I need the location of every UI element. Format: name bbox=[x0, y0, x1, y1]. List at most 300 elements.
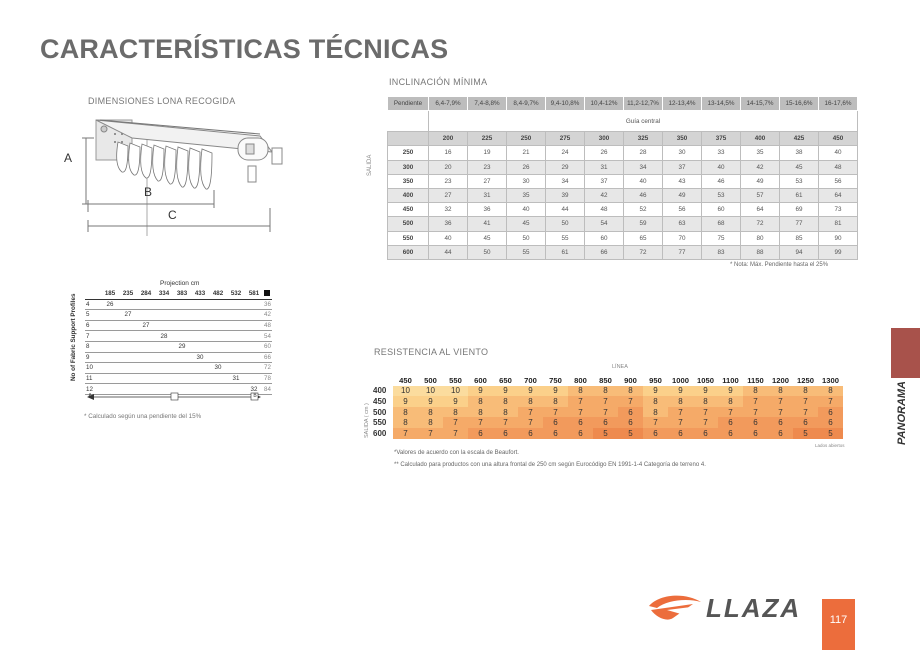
table-row bbox=[85, 363, 272, 374]
value-cell: 72 bbox=[624, 245, 663, 259]
projection-column: 482 bbox=[209, 289, 227, 299]
value-cell: 73 bbox=[819, 203, 858, 217]
value-cell: 19 bbox=[468, 146, 507, 160]
value-cell: 45 bbox=[468, 231, 507, 245]
beaufort-cell: 7 bbox=[568, 396, 593, 407]
value-cell: 65 bbox=[624, 231, 663, 245]
projection-value: 32 bbox=[245, 384, 263, 395]
linea-cell: 500 bbox=[424, 375, 437, 385]
value-cell: 77 bbox=[663, 245, 702, 259]
value-cell: 40 bbox=[819, 146, 858, 160]
linea-cell: 275 bbox=[546, 132, 585, 146]
beaufort-cell: 7 bbox=[643, 417, 668, 428]
linea-cell: 200 bbox=[429, 132, 468, 146]
beaufort-cell: 8 bbox=[418, 407, 443, 418]
value-cell: 42 bbox=[741, 160, 780, 174]
value-cell: 63 bbox=[663, 217, 702, 231]
value-cell: 40 bbox=[429, 231, 468, 245]
linea-cell: 1250 bbox=[797, 375, 814, 385]
beaufort-cell: 6 bbox=[593, 417, 618, 428]
value-cell: 61 bbox=[546, 245, 585, 259]
beaufort-cell: 10 bbox=[418, 386, 443, 397]
value-cell: 32 bbox=[429, 203, 468, 217]
projection-table bbox=[85, 289, 272, 395]
table-row bbox=[388, 203, 858, 217]
beaufort-cell: 6 bbox=[543, 428, 568, 439]
beaufort-cell: 9 bbox=[543, 386, 568, 397]
beaufort-cell: 8 bbox=[568, 386, 593, 397]
projection-end: 66 bbox=[264, 353, 271, 361]
beaufort-cell: 8 bbox=[743, 386, 768, 397]
beaufort-cell: 6 bbox=[668, 428, 693, 439]
linea-cell: 225 bbox=[468, 132, 507, 146]
linea-cell: 850 bbox=[599, 375, 612, 385]
value-cell: 34 bbox=[624, 160, 663, 174]
salida-cell: 450 bbox=[373, 396, 387, 406]
beaufort-cell: 7 bbox=[543, 407, 568, 418]
beaufort-cell: 8 bbox=[668, 396, 693, 407]
value-cell: 94 bbox=[780, 245, 819, 259]
beaufort-cell: 8 bbox=[468, 407, 493, 418]
value-cell: 23 bbox=[429, 174, 468, 188]
beaufort-cell: 6 bbox=[468, 428, 493, 439]
beaufort-cell: 7 bbox=[518, 407, 543, 418]
value-cell: 31 bbox=[468, 188, 507, 202]
value-cell: 85 bbox=[780, 231, 819, 245]
linea-cell: 1000 bbox=[672, 375, 689, 385]
beaufort-cell: 6 bbox=[518, 428, 543, 439]
linea-cell: 1150 bbox=[747, 375, 764, 385]
value-cell: 48 bbox=[585, 203, 624, 217]
corner-cell bbox=[370, 375, 393, 386]
pendiente-cell: 12-13,4% bbox=[663, 97, 702, 111]
beaufort-cell: 6 bbox=[568, 428, 593, 439]
beaufort-cell: 10 bbox=[443, 386, 468, 397]
marker-a: A bbox=[88, 393, 92, 399]
value-cell: 50 bbox=[468, 245, 507, 259]
beaufort-cell: 6 bbox=[493, 428, 518, 439]
dimension-b-label: B bbox=[144, 185, 153, 199]
value-cell: 30 bbox=[507, 174, 546, 188]
value-cell: 35 bbox=[741, 146, 780, 160]
beaufort-cell: 7 bbox=[693, 407, 718, 418]
value-cell: 55 bbox=[546, 231, 585, 245]
pendiente-cell: 16-17,6% bbox=[819, 97, 858, 111]
beaufort-cell: 8 bbox=[618, 386, 643, 397]
beaufort-cell: 5 bbox=[793, 428, 818, 439]
value-cell: 41 bbox=[468, 217, 507, 231]
table-row bbox=[85, 320, 272, 331]
beaufort-cell: 8 bbox=[468, 396, 493, 407]
value-cell: 45 bbox=[780, 160, 819, 174]
linea-cell: 1200 bbox=[772, 375, 789, 385]
beaufort-cell: 7 bbox=[443, 428, 468, 439]
beaufort-cell: 7 bbox=[593, 396, 618, 407]
corner-cell bbox=[85, 289, 101, 299]
page-title: CARACTERÍSTICAS TÉCNICAS bbox=[40, 34, 449, 64]
beaufort-cell: 7 bbox=[693, 417, 718, 428]
linea-cell: 650 bbox=[499, 375, 512, 385]
value-cell: 50 bbox=[546, 217, 585, 231]
beaufort-cell: 8 bbox=[818, 386, 843, 397]
dimension-c-label: C bbox=[168, 208, 177, 222]
linea-cell: 350 bbox=[663, 132, 702, 146]
projection-end: 54 bbox=[264, 332, 271, 340]
beaufort-cell: 7 bbox=[493, 417, 518, 428]
projection-column: 185 bbox=[101, 289, 119, 299]
beaufort-cell: 6 bbox=[743, 417, 768, 428]
pendiente-cell: 11,2-12,7% bbox=[624, 97, 663, 111]
value-cell: 31 bbox=[585, 160, 624, 174]
beaufort-cell: 6 bbox=[718, 428, 743, 439]
salida-cell: 550 bbox=[373, 418, 387, 428]
beaufort-cell: 8 bbox=[793, 386, 818, 397]
beaufort-cell: 8 bbox=[443, 407, 468, 418]
beaufort-cell: 6 bbox=[618, 407, 643, 418]
linea-cell: 700 bbox=[524, 375, 537, 385]
value-cell: 16 bbox=[429, 146, 468, 160]
beaufort-cell: 7 bbox=[568, 407, 593, 418]
beaufort-cell: 8 bbox=[393, 417, 418, 428]
value-cell: 27 bbox=[468, 174, 507, 188]
linea-cell: 375 bbox=[702, 132, 741, 146]
value-cell: 53 bbox=[780, 174, 819, 188]
beaufort-cell: 7 bbox=[618, 396, 643, 407]
beaufort-cell: 7 bbox=[793, 407, 818, 418]
beaufort-cell: 9 bbox=[643, 386, 668, 397]
table-row bbox=[85, 341, 272, 352]
table-row bbox=[85, 299, 272, 310]
beaufort-cell: 8 bbox=[593, 386, 618, 397]
beaufort-cell: 7 bbox=[793, 396, 818, 407]
salida-cell: 350 bbox=[388, 174, 429, 188]
beaufort-cell: 8 bbox=[418, 417, 443, 428]
viento-nota-1: *Valores de acuerdo con la escala de Beaufort. bbox=[394, 450, 519, 456]
inclinacion-heading: INCLINACIÓN MÍNIMA bbox=[389, 77, 488, 87]
profiles-cell: 11 bbox=[85, 373, 101, 384]
beaufort-cell: 7 bbox=[593, 407, 618, 418]
profiles-cell: 10 bbox=[85, 363, 101, 374]
beaufort-cell: 9 bbox=[468, 386, 493, 397]
beaufort-cell: 10 bbox=[393, 386, 418, 397]
lados-label: Lados abiertos bbox=[815, 443, 845, 448]
value-cell: 54 bbox=[585, 217, 624, 231]
brand-name: LLAZA bbox=[706, 593, 802, 623]
value-cell: 55 bbox=[507, 245, 546, 259]
value-cell: 44 bbox=[546, 203, 585, 217]
side-label: PANORAMA bbox=[896, 381, 908, 445]
value-cell: 39 bbox=[546, 188, 585, 202]
value-cell: 37 bbox=[663, 160, 702, 174]
projection-column: 284 bbox=[137, 289, 155, 299]
projection-nota: * Calculado según una pendiente del 15% bbox=[84, 413, 202, 420]
beaufort-cell: 8 bbox=[643, 396, 668, 407]
table-row bbox=[85, 310, 272, 321]
llaza-logo-icon bbox=[645, 592, 705, 624]
pendiente-cell: 10,4-12% bbox=[585, 97, 624, 111]
pendiente-cell: 15-16,6% bbox=[780, 97, 819, 111]
beaufort-cell: 6 bbox=[543, 417, 568, 428]
beaufort-cell: 8 bbox=[643, 407, 668, 418]
value-cell: 49 bbox=[741, 174, 780, 188]
value-cell: 59 bbox=[624, 217, 663, 231]
table-row bbox=[388, 188, 858, 202]
value-cell: 61 bbox=[780, 188, 819, 202]
inclinacion-table bbox=[387, 96, 858, 260]
beaufort-cell: 9 bbox=[518, 386, 543, 397]
pendiente-label: Pendiente bbox=[388, 97, 429, 111]
table-row bbox=[388, 146, 858, 160]
beaufort-cell: 6 bbox=[793, 417, 818, 428]
salida-cell: 300 bbox=[388, 160, 429, 174]
table-row bbox=[370, 428, 843, 439]
beaufort-cell: 8 bbox=[493, 396, 518, 407]
pendiente-cell: 8,4-9,7% bbox=[507, 97, 546, 111]
beaufort-cell: 7 bbox=[518, 417, 543, 428]
dimension-a-label: A bbox=[64, 151, 73, 165]
value-cell: 90 bbox=[819, 231, 858, 245]
inclinacion-nota: * Nota: Máx. Pendiente hasta el 25% bbox=[730, 262, 829, 268]
pendiente-cell: 9,4-10,8% bbox=[546, 97, 585, 111]
pendiente-row bbox=[388, 97, 858, 111]
linea-cell: 325 bbox=[624, 132, 663, 146]
linea-label: LÍNEA bbox=[612, 364, 628, 370]
beaufort-cell: 6 bbox=[618, 417, 643, 428]
projection-end: 72 bbox=[264, 364, 271, 372]
table-row bbox=[85, 373, 272, 384]
linea-cell: 250 bbox=[507, 132, 546, 146]
viento-nota-2: ** Calculado para productos con una altura frontal de 250 cm según Eurocódigo EN 1991-1-4 Categoría de terreno 4. bbox=[394, 462, 706, 468]
table-row bbox=[388, 245, 858, 259]
value-cell: 49 bbox=[663, 188, 702, 202]
linea-cell: 400 bbox=[741, 132, 780, 146]
value-cell: 35 bbox=[507, 188, 546, 202]
beaufort-cell: 6 bbox=[693, 428, 718, 439]
salida-cell: 500 bbox=[373, 407, 387, 417]
table-row bbox=[85, 352, 272, 363]
value-cell: 60 bbox=[702, 203, 741, 217]
value-cell: 33 bbox=[702, 146, 741, 160]
beaufort-cell: 7 bbox=[418, 428, 443, 439]
projection-end: 48 bbox=[264, 322, 271, 330]
beaufort-cell: 5 bbox=[618, 428, 643, 439]
value-cell: 26 bbox=[507, 160, 546, 174]
value-cell: 20 bbox=[429, 160, 468, 174]
value-cell: 46 bbox=[702, 174, 741, 188]
viento-heading: RESISTENCIA AL VIENTO bbox=[374, 347, 489, 357]
salida-cell: 550 bbox=[388, 231, 429, 245]
value-cell: 56 bbox=[663, 203, 702, 217]
viento-header-row bbox=[370, 375, 843, 386]
beaufort-cell: 8 bbox=[718, 396, 743, 407]
table-row bbox=[85, 331, 272, 342]
value-cell: 64 bbox=[741, 203, 780, 217]
side-tab bbox=[891, 328, 920, 378]
beaufort-cell: 7 bbox=[743, 407, 768, 418]
beaufort-cell: 9 bbox=[668, 386, 693, 397]
value-cell: 28 bbox=[624, 146, 663, 160]
linea-cell: 750 bbox=[549, 375, 562, 385]
projection-value: 30 bbox=[191, 352, 209, 363]
beaufort-cell: 6 bbox=[818, 417, 843, 428]
salida-cell: 450 bbox=[388, 203, 429, 217]
beaufort-cell: 6 bbox=[743, 428, 768, 439]
value-cell: 53 bbox=[702, 188, 741, 202]
projection-scale bbox=[85, 392, 265, 402]
table-row bbox=[388, 174, 858, 188]
value-cell: 50 bbox=[507, 231, 546, 245]
value-cell: 70 bbox=[663, 231, 702, 245]
value-cell: 66 bbox=[585, 245, 624, 259]
linea-cell: 600 bbox=[474, 375, 487, 385]
value-cell: 52 bbox=[624, 203, 663, 217]
beaufort-cell: 7 bbox=[393, 428, 418, 439]
linea-cell: 1300 bbox=[822, 375, 839, 385]
projection-heading: Projection cm bbox=[160, 280, 200, 287]
beaufort-cell: 8 bbox=[768, 386, 793, 397]
projection-value: 29 bbox=[173, 341, 191, 352]
projection-column: 581 bbox=[245, 289, 263, 299]
projection-end: 42 bbox=[264, 311, 271, 319]
profiles-cell: 9 bbox=[85, 352, 101, 363]
beaufort-cell: 7 bbox=[668, 417, 693, 428]
profiles-cell: 4 bbox=[85, 299, 101, 310]
value-cell: 81 bbox=[819, 217, 858, 231]
profiles-cell: 12 bbox=[85, 384, 101, 395]
beaufort-cell: 6 bbox=[768, 417, 793, 428]
beaufort-cell: 9 bbox=[443, 396, 468, 407]
table-row bbox=[388, 160, 858, 174]
linea-cell: 425 bbox=[780, 132, 819, 146]
linea-cell: 900 bbox=[624, 375, 637, 385]
beaufort-cell: 7 bbox=[668, 407, 693, 418]
projection-column: 383 bbox=[173, 289, 191, 299]
value-cell: 80 bbox=[741, 231, 780, 245]
value-cell: 69 bbox=[780, 203, 819, 217]
beaufort-cell: 9 bbox=[493, 386, 518, 397]
beaufort-cell: 6 bbox=[768, 428, 793, 439]
value-cell: 99 bbox=[819, 245, 858, 259]
pendiente-cell: 6,4-7,9% bbox=[429, 97, 468, 111]
projection-value: 27 bbox=[137, 320, 155, 331]
projection-end: 78 bbox=[264, 375, 271, 383]
beaufort-cell: 7 bbox=[743, 396, 768, 407]
linea-cell: 450 bbox=[819, 132, 858, 146]
projection-axis-label: No of Fabric Support Profiles bbox=[70, 293, 77, 381]
viento-table bbox=[370, 375, 843, 439]
linea-row bbox=[388, 132, 858, 146]
projection-end: 36 bbox=[264, 300, 271, 308]
beaufort-cell: 9 bbox=[418, 396, 443, 407]
projection-end: 60 bbox=[264, 343, 271, 351]
beaufort-cell: 6 bbox=[818, 407, 843, 418]
value-cell: 45 bbox=[507, 217, 546, 231]
beaufort-cell: 5 bbox=[593, 428, 618, 439]
value-cell: 75 bbox=[702, 231, 741, 245]
square-icon bbox=[263, 289, 272, 299]
value-cell: 23 bbox=[468, 160, 507, 174]
value-cell: 26 bbox=[585, 146, 624, 160]
beaufort-cell: 9 bbox=[393, 396, 418, 407]
projection-column: 235 bbox=[119, 289, 137, 299]
value-cell: 72 bbox=[741, 217, 780, 231]
projection-value: 28 bbox=[155, 331, 173, 342]
value-cell: 44 bbox=[429, 245, 468, 259]
salida-cell: 400 bbox=[388, 188, 429, 202]
value-cell: 56 bbox=[819, 174, 858, 188]
linea-cell: 450 bbox=[399, 375, 412, 385]
profiles-cell: 8 bbox=[85, 341, 101, 352]
value-cell: 77 bbox=[780, 217, 819, 231]
guia-row bbox=[388, 111, 858, 132]
projection-value: 27 bbox=[119, 310, 137, 321]
corner-cell bbox=[388, 132, 429, 146]
beaufort-cell: 8 bbox=[393, 407, 418, 418]
linea-cell: 800 bbox=[574, 375, 587, 385]
page-number: 117 bbox=[822, 599, 855, 650]
value-cell: 40 bbox=[624, 174, 663, 188]
value-cell: 38 bbox=[780, 146, 819, 160]
guia-central-label: Guía central bbox=[429, 111, 858, 132]
value-cell: 40 bbox=[702, 160, 741, 174]
beaufort-cell: 7 bbox=[443, 417, 468, 428]
value-cell: 21 bbox=[507, 146, 546, 160]
marker-b: B bbox=[253, 393, 257, 399]
beaufort-cell: 6 bbox=[568, 417, 593, 428]
pendiente-cell: 7,4-8,8% bbox=[468, 97, 507, 111]
table-row bbox=[388, 217, 858, 231]
beaufort-cell: 6 bbox=[718, 417, 743, 428]
beaufort-cell: 8 bbox=[543, 396, 568, 407]
salida-cell: 600 bbox=[388, 245, 429, 259]
value-cell: 60 bbox=[585, 231, 624, 245]
value-cell: 40 bbox=[507, 203, 546, 217]
value-cell: 27 bbox=[429, 188, 468, 202]
table-row bbox=[370, 386, 843, 397]
linea-cell: 550 bbox=[449, 375, 462, 385]
projection-value: 30 bbox=[209, 363, 227, 374]
table-row bbox=[370, 417, 843, 428]
beaufort-cell: 9 bbox=[693, 386, 718, 397]
table-row bbox=[370, 396, 843, 407]
projection-column: 433 bbox=[191, 289, 209, 299]
linea-cell: 1050 bbox=[697, 375, 714, 385]
pendiente-cell: 13-14,5% bbox=[702, 97, 741, 111]
beaufort-cell: 7 bbox=[818, 396, 843, 407]
projection-value: 31 bbox=[227, 373, 245, 384]
beaufort-cell: 7 bbox=[768, 407, 793, 418]
projection-header-row bbox=[85, 289, 272, 299]
beaufort-cell: 8 bbox=[693, 396, 718, 407]
value-cell: 36 bbox=[429, 217, 468, 231]
value-cell: 37 bbox=[585, 174, 624, 188]
table-row bbox=[388, 231, 858, 245]
value-cell: 83 bbox=[702, 245, 741, 259]
beaufort-cell: 8 bbox=[493, 407, 518, 418]
projection-end: 84 bbox=[264, 385, 271, 393]
salida-cell: 400 bbox=[373, 386, 387, 396]
pendiente-cell: 14-15,7% bbox=[741, 97, 780, 111]
profiles-cell: 7 bbox=[85, 331, 101, 342]
beaufort-cell: 8 bbox=[518, 396, 543, 407]
profiles-cell: 6 bbox=[85, 320, 101, 331]
salida-cm-label: SALIDA ( cm ) bbox=[364, 403, 370, 438]
linea-cell: 1100 bbox=[722, 375, 739, 385]
projection-column: 532 bbox=[227, 289, 245, 299]
profiles-cell: 5 bbox=[85, 310, 101, 321]
projection-column: 334 bbox=[155, 289, 173, 299]
value-cell: 24 bbox=[546, 146, 585, 160]
